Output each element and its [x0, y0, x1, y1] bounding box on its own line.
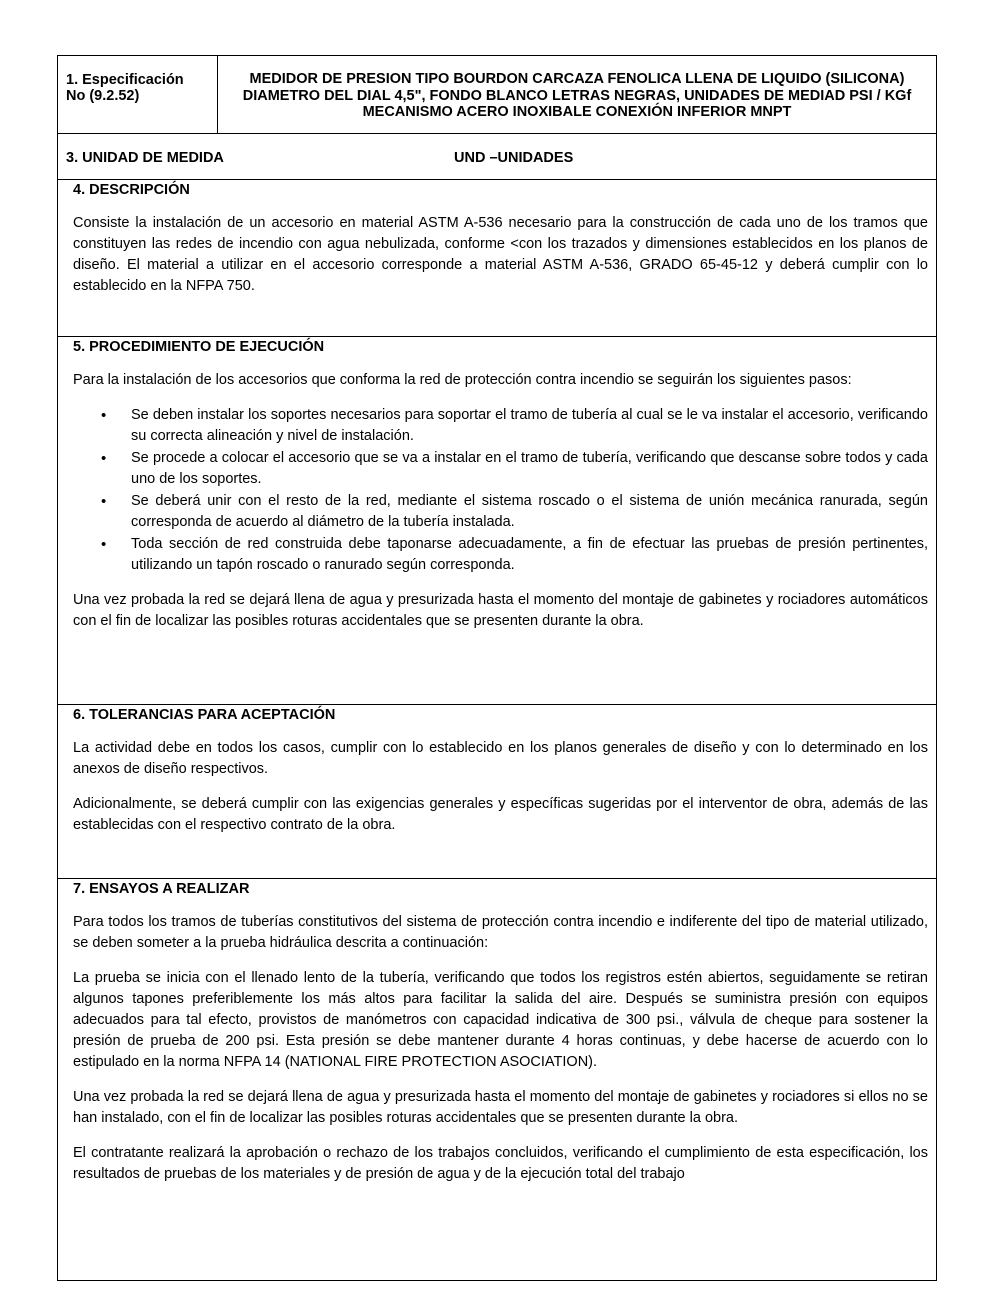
specification-number-cell — [58, 56, 218, 133]
specification-header-row — [58, 56, 936, 134]
section-tolerancias — [58, 705, 936, 879]
paragraph: Consiste la instalación de un accesorio en material ASTM A-536 necesario para la construcción de cada uno de los tramos que constituyen las redes de incendio con agua nebulizada, conforme <con los trazados y dimensiones establecidos en los planos de diseño. El material a utilizar en el accesorio corresponde a material ASTM A-536, GRADO 65-45-12 y deberá cumplir con lo establecido en la NFPA 750. — [73, 215, 928, 294]
unit-of-measure-value: UND –UNIDADES — [454, 150, 574, 166]
list-item: • Se procede a colocar el accesorio que se va a instalar en el tramo de tubería, verificando que descanse sobre todos y cada uno de los soportes. — [131, 448, 928, 490]
list-item: • Se deben instalar los soportes necesarios para soportar el tramo de tubería al cual se le va instalar el accesorio, verificando su correcta alineación y nivel de instalación. — [131, 405, 928, 447]
specification-title: MEDIDOR DE PRESION TIPO BOURDON CARCAZA FENOLICA LLENA DE LIQUIDO (SILICONA) DIAMETRO DEL DIAL 4,5", FONDO BLANCO LETRAS NEGRAS, UNIDADES DE MEDIAD PSI / KGf MECANISMO ACERO INOXIBALE CONEXIÓN INFERIOR MNPT — [242, 71, 912, 120]
specification-label: 1. Especificación — [66, 72, 184, 88]
specification-document — [57, 55, 937, 1281]
paragraph: El contratante realizará la aprobación o rechazo de los trabajos concluidos, verificando el cumplimiento de esta especificación, los resultados de pruebas de los materiales y de presión de agua y de la ejecución total del trabajo — [73, 1145, 928, 1182]
section-heading: 5. PROCEDIMIENTO DE EJECUCIÓN — [73, 339, 325, 355]
list-item: • Toda sección de red construida debe taponarse adecuadamente, a fin de efectuar las pruebas de presión pertinentes, utilizando un tapón roscado o ranurado según corresponda. — [131, 534, 928, 576]
section-heading: 7. ENSAYOS A REALIZAR — [73, 881, 250, 897]
section-procedimiento — [58, 337, 936, 705]
paragraph: La prueba se inicia con el llenado lento de la tubería, verificando que todos los registros estén abiertos, seguidamente se retiran algunos tapones preferiblemente los más altos para facilitar la salida del aire. Después se suministra presión con equipos adecuados para tal efecto, provistos de manómetros con capacidad indicativa de 300 psi., válvula de cheque para sostener la presión de prueba de 200 psi. Esta presión se debe mantener durante 4 horas continuas, y debe hacerse de acuerdo con lo estipulado en la norma NFPA 14 (NATIONAL FIRE PROTECTION ASOCIATION). — [73, 970, 928, 1070]
section-descripcion — [58, 180, 936, 337]
paragraph: Una vez probada la red se dejará llena de agua y presurizada hasta el momento del montaje de gabinetes y rociadores automáticos con el fin de localizar las posibles roturas accidentales que se presenten durante la obra. — [73, 592, 928, 629]
paragraph: Una vez probada la red se dejará llena de agua y presurizada hasta el momento del montaje de gabinetes y rociadores si ellos no se han instalado, con el fin de localizar las posibles roturas accidentales que se presenten durante la obra. — [73, 1089, 928, 1126]
section-ensayos — [58, 879, 936, 1279]
specification-number: No (9.2.52) — [66, 88, 140, 104]
paragraph: La actividad debe en todos los casos, cumplir con lo establecido en los planos generales de diseño y con lo determinado en los anexos de diseño respectivos. — [73, 740, 928, 777]
unit-of-measure-label: 3. UNIDAD DE MEDIDA — [66, 150, 224, 166]
steps-list — [73, 405, 928, 576]
section-heading: 4. DESCRIPCIÓN — [73, 182, 190, 198]
list-item: • Se deberá unir con el resto de la red, mediante el sistema roscado o el sistema de unión mecánica ranurada, según corresponda de acuerdo al diámetro de la tubería instalada. — [131, 491, 928, 533]
section-heading: 6. TOLERANCIAS PARA ACEPTACIÓN — [73, 707, 336, 723]
paragraph: Para todos los tramos de tuberías constitutivos del sistema de protección contra incendio e indiferente del tipo de material utilizado, se deben someter a la prueba hidráulica descrita a continuación: — [73, 914, 928, 951]
paragraph: Adicionalmente, se deberá cumplir con las exigencias generales y específicas sugeridas por el interventor de obra, además de las establecidas con el respectivo contrato de la obra. — [73, 796, 928, 833]
paragraph: Para la instalación de los accesorios que conforma la red de protección contra incendio se seguirán los siguientes pasos: — [73, 372, 852, 388]
unit-of-measure-row — [58, 134, 936, 180]
